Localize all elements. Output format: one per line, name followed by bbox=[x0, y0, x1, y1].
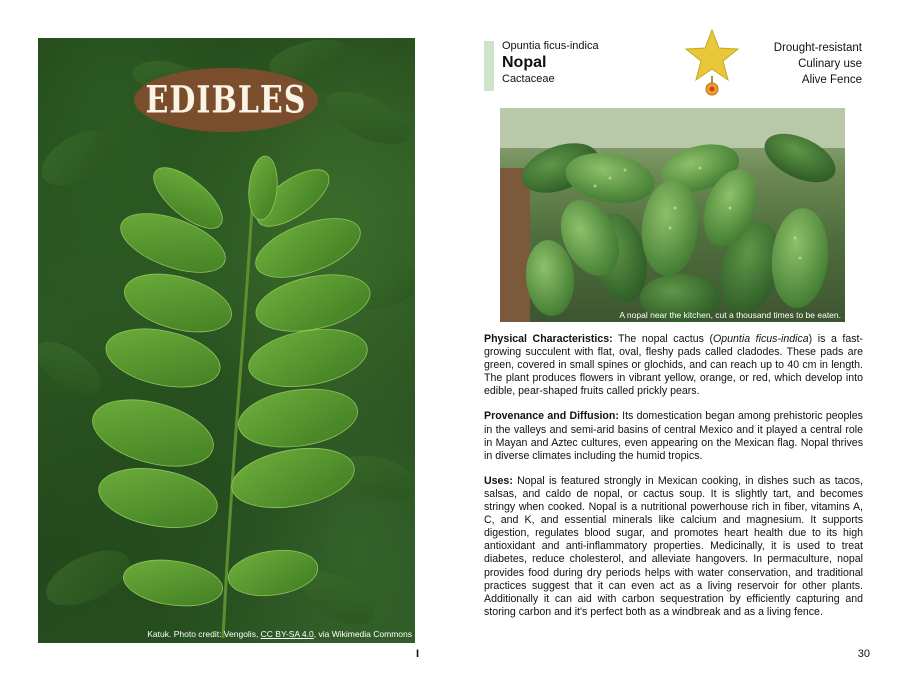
trait-drought: Drought-resistant bbox=[773, 42, 862, 54]
section-uses bbox=[484, 475, 863, 619]
section-italic: Opuntia ficus-indica bbox=[713, 333, 809, 345]
section-heading: Provenance and Diffusion: bbox=[484, 410, 619, 423]
credit-suffix: , via Wikimedia Commons bbox=[313, 629, 412, 639]
photo-credit bbox=[118, 629, 412, 639]
edibles-badge bbox=[134, 68, 318, 132]
trait-list bbox=[774, 40, 862, 88]
section-provenance bbox=[484, 410, 863, 462]
section-text: ) is a fast-growing succulent with flat, oval, fleshy pads called cladodes. These pads are green, covered in small spines or glochids, and can reach up to 40 cm in length. The plant produces flowers in vibrant yellow, orange, or red, which develop into edible, pear-shaped fruits called prickly pears. bbox=[484, 333, 863, 398]
star-badge-icon bbox=[684, 28, 740, 100]
section-text: Nopal is featured strongly in Mexican cooking, in dishes such as tacos, salsas, and caldo de nopal, or cactus soup. It is slightly tart, and becomes stringy when cooked. Nopal is a nutritional powerhouse rich in fiber, vitamins A, C, and K, and essential minerals like calcium and magnesium. It supports digestion, regulates blood sugar, and promotes heart health due to its high antioxidant and anti-inflammatory properties. Medicinally, it is used to treat diabetes, reduce cholesterol, and alleviate hangovers. In permaculture, nopal provides food during dry periods helps with water conservation, and traditional practices suggest that it can even act as a living reservoir for other plants. Additionally it can aid with carbon sequestration by efficiently capturing and storing carbon and it's perfect both as a windbreak and as a living fence. bbox=[484, 474, 863, 618]
plant-family: Cactaceae bbox=[502, 73, 555, 85]
nopal-photo bbox=[500, 108, 845, 322]
scientific-name: Opuntia ficus-indica bbox=[502, 40, 599, 52]
right-page-number: 30 bbox=[857, 648, 870, 660]
photo-caption: A nopal near the kitchen, cut a thousand times to be eaten. bbox=[619, 310, 841, 320]
katuk-photo bbox=[38, 38, 415, 643]
section-text: The nopal cactus ( bbox=[612, 333, 713, 345]
section-heading: Uses: bbox=[484, 474, 513, 487]
credit-prefix: Katuk. Photo credit: Vengolis, bbox=[147, 629, 261, 639]
nopal-illustration bbox=[500, 108, 845, 322]
section-text: Its domestication began among prehistoric peoples in the valleys and semi-arid basins of central Mexico and it played a central role in Mayan and Aztec cultures, even appearing on the Mexican flag. Nopal thrives in diverse climates including the humid tropics. bbox=[484, 410, 863, 462]
badge-text: EDIBLES bbox=[145, 78, 307, 122]
header-accent-bar bbox=[484, 41, 494, 91]
section-physical bbox=[484, 333, 863, 398]
license-link[interactable]: CC BY-SA 4.0 bbox=[260, 629, 314, 639]
trait-culinary: Culinary use bbox=[798, 58, 862, 70]
trait-fence: Alive Fence bbox=[801, 74, 862, 86]
section-heading: Physical Characteristics: bbox=[484, 333, 613, 345]
left-page-number: I bbox=[416, 648, 420, 660]
common-name: Nopal bbox=[502, 54, 547, 71]
description-body bbox=[484, 333, 863, 631]
